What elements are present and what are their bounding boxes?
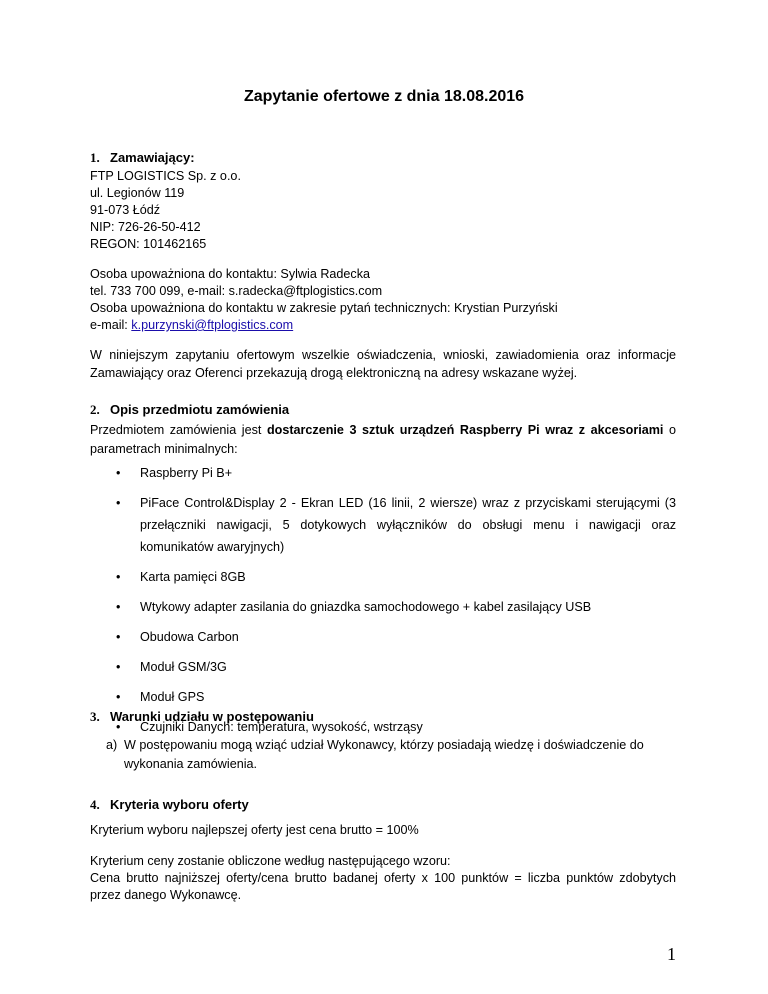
- technical-email-label: e-mail:: [90, 318, 132, 332]
- client-nip: NIP: 726-26-50-412: [90, 220, 201, 234]
- document-title: Zapytanie ofertowe z dnia 18.08.2016: [243, 88, 525, 105]
- condition-item-a: [106, 736, 676, 774]
- section-4-number: 4.: [90, 797, 100, 812]
- section-3-heading: [90, 709, 314, 725]
- criteria-line-2: Kryterium ceny zostanie obliczone według następującego wzoru:: [90, 854, 451, 868]
- section-1-heading: [90, 150, 195, 166]
- page-number: 1: [667, 944, 676, 964]
- technical-email-link[interactable]: k.purzynski@ftplogistics.com: [131, 318, 294, 332]
- criteria-line-1: Kryterium wyboru najlepszej oferty jest cena brutto = 100%: [90, 823, 419, 837]
- order-items-list: [116, 462, 676, 746]
- list-item: • Moduł GSM/3G: [116, 656, 676, 678]
- condition-label: a): [106, 738, 118, 752]
- notice-line-1: [90, 347, 676, 364]
- criteria-line-3: [90, 870, 676, 887]
- client-street: ul. Legionów 119: [90, 186, 185, 200]
- contact-person: Osoba upoważniona do kontaktu: Sylwia Radecka: [90, 267, 371, 281]
- client-name: FTP LOGISTICS Sp. z o.o.: [90, 169, 241, 183]
- section-2-number: 2.: [90, 402, 100, 417]
- order-intro-post: o parametrach minimalnych:: [90, 423, 676, 456]
- section-2-heading: [90, 402, 289, 418]
- list-item: • Czujniki Danych: temperatura, wysokość, wstrząsy: [116, 716, 676, 738]
- criteria-formula: Cena brutto najniższej oferty/cena brutto badanej oferty x 100 punktów = liczba punktów zdobytych: [90, 871, 676, 885]
- list-item: • Obudowa Carbon: [116, 626, 676, 648]
- section-2-title: Opis przedmiotu zamówienia: [110, 402, 290, 417]
- client-city: 91-073 Łódź: [90, 203, 161, 217]
- notice-text-1: W niniejszym zapytaniu ofertowym wszelkie oświadczenia, wnioski, zawiadomienia oraz informacje: [90, 348, 676, 362]
- condition-text: W postępowaniu mogą wziąć udział Wykonawcy, którzy posiadają wiedzę i doświadczenie do wykonania zamówienia.: [124, 738, 644, 771]
- list-item: • Karta pamięci 8GB: [116, 566, 676, 588]
- section-1-title: Zamawiający:: [110, 150, 195, 165]
- section-4-heading: [90, 797, 249, 813]
- list-item: • Raspberry Pi B+: [116, 462, 676, 484]
- technical-contact: Osoba upoważniona do kontaktu w zakresie pytań technicznych: Krystian Purzyński: [90, 301, 558, 315]
- order-intro: [90, 421, 676, 459]
- list-item: • PiFace Control&Display 2 - Ekran LED (16 linii, 2 wiersze) wraz z przyciskami sterującymi (3 przełączniki nawigacji, 5 dotykowych wyłączników do obsługi menu i nawigacji oraz komunikatów awaryjnych): [116, 492, 676, 558]
- list-item: • Wtykowy adapter zasilania do gniazdka samochodowego + kabel zasilający USB: [116, 596, 676, 618]
- criteria-line-4: przez danego Wykonawcę.: [90, 888, 242, 902]
- section-3-number: 3.: [90, 709, 100, 724]
- notice-line-2: Zamawiający oraz Oferenci przekazują drogą elektroniczną na adresy wskazane wyżej.: [90, 366, 578, 380]
- contact-phone-email: tel. 733 700 099, e-mail: s.radecka@ftplogistics.com: [90, 284, 383, 298]
- list-item: • Moduł GPS: [116, 686, 676, 708]
- section-4-title: Kryteria wyboru oferty: [110, 797, 249, 812]
- order-intro-pre: Przedmiotem zamówienia jest: [90, 423, 267, 437]
- section-1-number: 1.: [90, 150, 100, 165]
- technical-email-line: [90, 317, 293, 334]
- section-3-title: Warunki udziału w postępowaniu: [110, 709, 314, 724]
- order-intro-bold: dostarczenie 3 sztuk urządzeń Raspberry Pi wraz z akcesoriami: [266, 423, 664, 437]
- client-regon: REGON: 101462165: [90, 237, 207, 251]
